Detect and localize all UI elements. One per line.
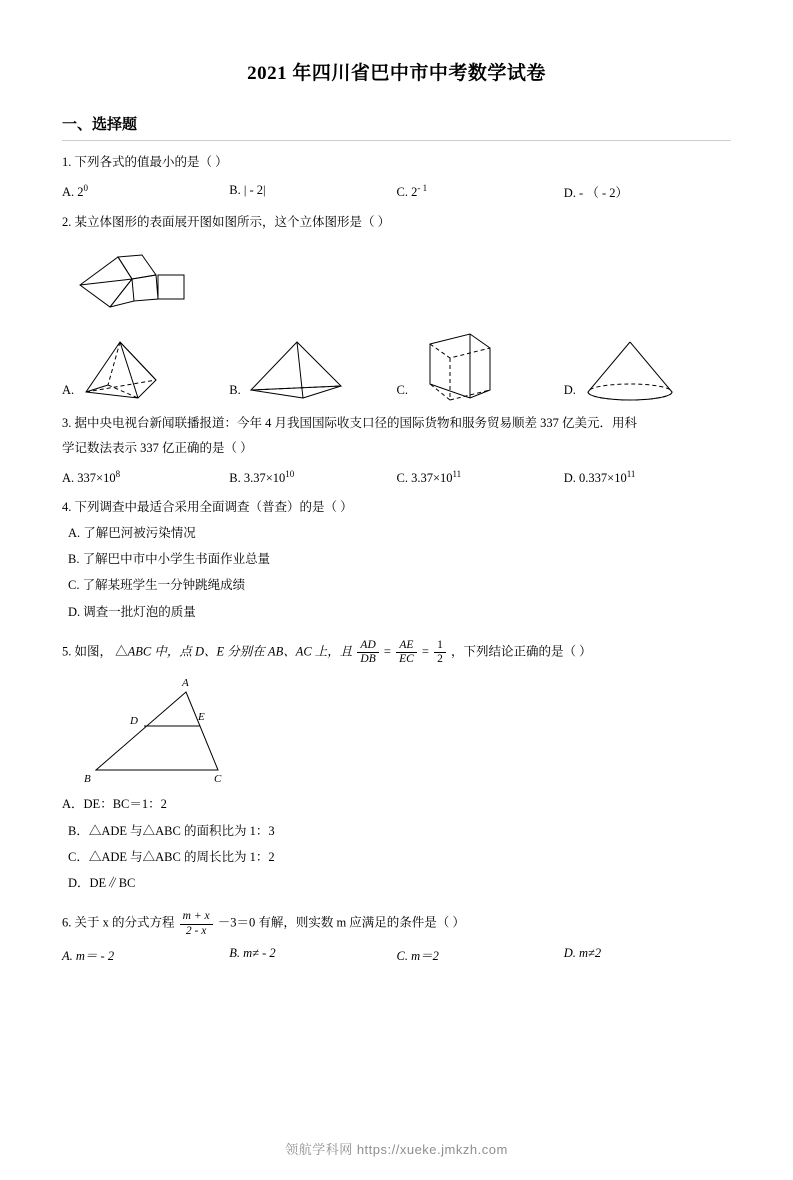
document-page	[0, 58, 793, 1180]
question-1-number: 1.	[62, 155, 72, 169]
question-3	[62, 412, 731, 436]
fraction-denominator: EC	[396, 652, 417, 666]
option-row-item: D. m≠2	[563, 945, 602, 960]
option-label: B. | - 2|	[229, 182, 266, 197]
option-label: C. 2	[396, 184, 418, 199]
vertex-label-e: E	[198, 711, 205, 724]
question-2-number: 2.	[62, 214, 72, 229]
option-label: A. 337×10	[62, 471, 116, 486]
option-row-item	[229, 183, 396, 201]
surface-net-figure	[70, 249, 731, 326]
option-letter: D.	[563, 382, 576, 397]
fraction-denominator: DB	[357, 652, 378, 666]
triangle-figure	[78, 674, 731, 789]
fraction-denominator: 2 - x	[180, 924, 213, 938]
question-4	[62, 496, 731, 520]
option-row-item	[564, 469, 731, 486]
question-4-number: 4.	[62, 500, 72, 515]
option-figure-a	[62, 340, 229, 402]
question-5	[62, 639, 731, 666]
equals-sign-2: =	[421, 644, 429, 659]
question-4-text: 下列调查中最适合采用全面调查（普查）的是（ ）	[74, 500, 353, 515]
vertex-label-d: D	[130, 715, 138, 728]
option-exponent: 0	[83, 182, 89, 193]
question-6	[62, 910, 731, 937]
option-exponent: 11	[452, 469, 462, 479]
option-figure-c	[397, 332, 564, 402]
question-1-text: 下列各式的值最小的是（ ）	[74, 155, 228, 169]
fraction-numerator: m + x	[182, 910, 210, 923]
question-2	[62, 211, 731, 235]
option-exponent: 11	[626, 469, 636, 479]
question-4-option-b: B. 了解巴中市中小学生书面作业总量	[68, 552, 271, 567]
question-4-option-d: D. 调查一批灯泡的质量	[68, 604, 196, 619]
option-label: D. 0.337×10	[563, 471, 627, 486]
question-1	[62, 151, 731, 175]
question-5-text-mid: ABC 中，点 D、E 分别在 AB、AC 上，且	[127, 644, 353, 659]
question-5-option-a: A．DE：BC＝1：2	[62, 797, 167, 812]
question-5-option-c: C．△ADE 与△ABC 的周长比为 1：2	[68, 849, 275, 864]
vertex-label-a: A	[182, 677, 189, 690]
fraction-numerator: 1	[437, 638, 443, 651]
option-exponent: 10	[285, 469, 295, 479]
triangle-symbol: △	[115, 644, 128, 659]
question-2-text: 某立体图形的表面展开图如图所示，这个立体图形是（ ）	[74, 214, 391, 229]
question-4-option-c: C. 了解某班学生一分钟跳绳成绩	[68, 578, 246, 593]
option-row-item: A. m＝ - 2	[62, 948, 115, 963]
option-row-item	[62, 469, 229, 486]
question-6-text-post: －3＝0 有解，则实数 m 应满足的条件是（ ）	[217, 915, 465, 930]
question-2-answer-figures	[62, 332, 731, 402]
question-3-text-line2: 学记数法表示 337 亿正确的是（ ）	[62, 441, 253, 456]
question-3-text-line1: 据中央电视台新闻联播报道：今年 4 月我国国际收支口径的国际货物和服务贸易顺差 337 亿美元．用科	[74, 415, 638, 430]
option-row-item	[564, 183, 731, 201]
option-exponent: - 1	[417, 182, 428, 193]
watermark-text: 领航学科网 https://xueke.jmkzh.com	[285, 1142, 508, 1157]
question-5-text-pre: 如图，	[74, 644, 113, 659]
option-letter: A.	[62, 382, 75, 397]
option-figure-b	[229, 340, 396, 402]
fraction-ad-db	[357, 639, 378, 666]
question-3-number: 3.	[62, 415, 72, 430]
option-letter: B.	[229, 382, 241, 397]
fraction-numerator: AE	[399, 638, 414, 651]
option-row-item: B. m≠ - 2	[229, 945, 276, 960]
watermark	[0, 1139, 793, 1158]
question-5-text-post: ，下列结论正确的是（ ）	[450, 644, 592, 659]
question-3-text-line2-wrap	[62, 437, 731, 461]
option-label: A. 2	[62, 184, 84, 199]
question-6-text-pre: 关于 x 的分式方程	[74, 915, 175, 930]
question-5-option-b: B．△ADE 与△ABC 的面积比为 1：3	[68, 823, 275, 838]
page-title: 2021 年四川省巴中市中考数学试卷	[247, 63, 546, 84]
option-row-item	[397, 469, 564, 486]
question-1-options	[62, 183, 731, 201]
option-row-item: C. m＝2	[396, 948, 439, 963]
option-row-item	[397, 183, 564, 201]
equals-sign-1: =	[383, 644, 391, 659]
section-heading-choice: 一、选择题	[62, 117, 138, 133]
question-6-options	[62, 946, 731, 964]
fraction-m-plus-x-over-2-minus-x	[180, 910, 213, 937]
fraction-denominator: 2	[434, 652, 446, 666]
option-row-item	[229, 469, 396, 486]
fraction-one-half	[434, 639, 446, 666]
fraction-ae-ec	[396, 639, 417, 666]
option-exponent: 8	[115, 469, 121, 479]
divider	[62, 140, 731, 141]
option-label: B. 3.37×10	[229, 471, 286, 486]
question-4-option-a: A. 了解巴河被污染情况	[68, 525, 196, 540]
question-5-number: 5.	[62, 644, 72, 659]
question-6-number: 6.	[62, 915, 72, 930]
vertex-label-b: B	[84, 773, 91, 785]
option-row-item	[62, 183, 229, 201]
fraction-numerator: AD	[360, 638, 376, 651]
question-5-option-d: D．DE∥BC	[68, 876, 136, 891]
question-3-options	[62, 469, 731, 486]
option-label: D. - （ - 2）	[563, 185, 628, 200]
option-letter: C.	[396, 382, 408, 397]
option-label: C. 3.37×10	[396, 471, 453, 486]
option-figure-d	[564, 340, 731, 402]
vertex-label-c: C	[214, 773, 222, 785]
